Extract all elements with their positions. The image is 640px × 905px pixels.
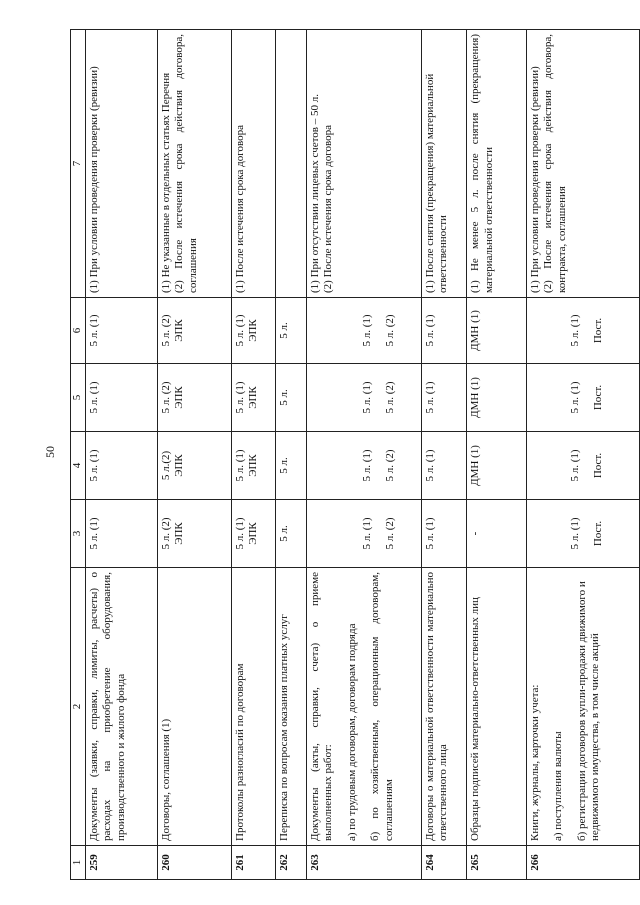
retention-cell: ДМН (1): [467, 364, 527, 432]
epk-mark: ЭПК: [247, 386, 260, 409]
retention-cell: 5 л.: [276, 298, 307, 364]
retention-period: 5 л. (1): [568, 449, 581, 482]
retention-cell: [231, 432, 275, 500]
retention-period: 5 л.(2): [159, 450, 172, 481]
retention-period: Пост.: [592, 317, 605, 344]
retention-cell: -: [467, 500, 527, 568]
retention-cell: [231, 500, 275, 568]
group-heading: Книги, журналы, карточки учета:: [528, 684, 541, 841]
column-header: 6: [71, 298, 86, 364]
retention-period: Пост.: [592, 452, 605, 479]
column-header: 4: [71, 432, 86, 500]
note-cell: (1) При условии проведения проверки (ревизии): [86, 30, 158, 298]
retention-period: 5 л. (1): [360, 381, 373, 414]
retention-period: 5 л. (2): [159, 517, 172, 550]
retention-cell: [306, 298, 421, 364]
retention-period: 5 л. (1): [360, 517, 373, 550]
document-type: Протоколы разногласий по договорам: [231, 568, 275, 846]
sub-item: б) по хозяйственным, операционным договорам, соглашениям: [369, 572, 395, 841]
article-number: 262: [276, 846, 307, 880]
group-heading: Документы (акты, справки, счета) о приеме выполненных работ:: [308, 572, 335, 841]
retention-period: 5 л. (1): [233, 449, 246, 482]
epk-mark: ЭПК: [247, 454, 260, 477]
column-header: 5: [71, 364, 86, 432]
table-row: [422, 30, 467, 880]
note-line: (1) При отсутствии лицевых счетов – 50 л.: [308, 94, 321, 293]
document-type: Документы (заявки, справки, лимиты, расчеты) о расходах на приобретение оборудования, производственного и жилого фонда: [86, 568, 158, 846]
article-number: 260: [157, 846, 231, 880]
note-cell: (1) После истечения срока договора: [231, 30, 275, 298]
retention-cell: [526, 432, 639, 500]
note-cell: [276, 30, 307, 298]
column-header-row: [71, 30, 86, 880]
epk-mark: ЭПК: [173, 319, 186, 342]
retention-period: 5 л. (1): [568, 517, 581, 550]
note-cell: [306, 30, 421, 298]
rotated-table-container: [70, 30, 640, 880]
table-row: [467, 30, 527, 880]
retention-periods-table: [70, 29, 640, 880]
document-type: [526, 568, 639, 846]
retention-cell: 5 л. (1): [422, 298, 467, 364]
retention-period: Пост.: [592, 520, 605, 547]
table-row: [86, 30, 158, 880]
retention-cell: 5 л. (1): [86, 500, 158, 568]
sub-item: б) регистрации договоров купли-продажи движимого и недвижимого имущества, в том числе акций: [575, 581, 602, 841]
retention-cell: 5 л.: [276, 500, 307, 568]
note-cell: (1) Не менее 5 л. после снятия (прекращения) материальной ответственности: [467, 30, 527, 298]
retention-period: 5 л. (2): [159, 381, 172, 414]
retention-cell: [231, 364, 275, 432]
retention-cell: ДМН (1): [467, 432, 527, 500]
table-row: [306, 30, 421, 880]
retention-cell: [526, 298, 639, 364]
article-number: 266: [526, 846, 639, 880]
table-row: [231, 30, 275, 880]
retention-cell: 5 л.: [276, 432, 307, 500]
table-row: [276, 30, 307, 880]
epk-mark: ЭПК: [247, 319, 260, 342]
retention-cell: 5 л. (1): [86, 432, 158, 500]
retention-cell: [526, 364, 639, 432]
retention-period: 5 л. (2): [384, 449, 397, 482]
retention-cell: [306, 500, 421, 568]
retention-cell: 5 л. (1): [422, 432, 467, 500]
retention-cell: 5 л. (1): [422, 500, 467, 568]
retention-period: 5 л. (2): [159, 314, 172, 347]
retention-cell: [157, 298, 231, 364]
document-type: Образцы подписей материально-ответственных лиц: [467, 568, 527, 846]
note-line: (1) При условии проведения проверки (ревизии): [528, 66, 541, 293]
retention-period: 5 л. (1): [360, 449, 373, 482]
article-number: 261: [231, 846, 275, 880]
note-cell: [526, 30, 639, 298]
retention-period: 5 л. (1): [233, 381, 246, 414]
column-header: 1: [71, 846, 86, 880]
retention-cell: [306, 432, 421, 500]
article-number: 264: [422, 846, 467, 880]
retention-period: Пост.: [592, 384, 605, 411]
retention-period: 5 л. (1): [360, 314, 373, 347]
retention-period: 5 л. (1): [568, 314, 581, 347]
epk-mark: ЭПК: [173, 386, 186, 409]
retention-cell: [157, 500, 231, 568]
retention-period: 5 л. (1): [568, 381, 581, 414]
retention-cell: 5 л. (1): [422, 364, 467, 432]
sub-item: а) по трудовым договорам, договорам подряда: [345, 623, 358, 841]
article-number: 263: [306, 846, 421, 880]
retention-period: 5 л. (1): [233, 314, 246, 347]
document-type: Договоры, соглашения (1): [157, 568, 231, 846]
retention-period: 5 л. (2): [384, 381, 397, 414]
retention-cell: 5 л. (1): [86, 364, 158, 432]
retention-cell: [231, 298, 275, 364]
epk-mark: ЭПК: [247, 522, 260, 545]
note-line: (2) После истечения срока договора: [322, 124, 335, 293]
retention-cell: 5 л. (1): [86, 298, 158, 364]
retention-period: 5 л. (2): [384, 517, 397, 550]
article-number: 265: [467, 846, 527, 880]
document-type: Переписка по вопросам оказания платных услуг: [276, 568, 307, 846]
column-header: 3: [71, 500, 86, 568]
sub-item: а) поступления валюты: [552, 731, 565, 841]
retention-cell: [526, 500, 639, 568]
note-line: (1) Не указанные в отдельных статьях Перечня: [159, 72, 172, 293]
retention-period: 5 л. (2): [384, 314, 397, 347]
retention-period: 5 л. (1): [233, 517, 246, 550]
table-row: [526, 30, 639, 880]
note-cell: [157, 30, 231, 298]
document-type: [306, 568, 421, 846]
article-number: 259: [86, 846, 158, 880]
retention-cell: [157, 432, 231, 500]
retention-cell: ДМН (1): [467, 298, 527, 364]
column-header: 2: [71, 568, 86, 846]
page-number: 50: [43, 446, 57, 458]
column-header: 7: [71, 30, 86, 298]
retention-cell: [306, 364, 421, 432]
note-line: (2) После истечения срока действия договора, контракта, соглашения: [542, 34, 568, 293]
note-line: (2) После истечения срока действия договора, соглашения: [173, 34, 199, 293]
note-cell: (1) После снятия (прекращения) материальной ответственности: [422, 30, 467, 298]
retention-cell: [157, 364, 231, 432]
retention-cell: 5 л.: [276, 364, 307, 432]
epk-mark: ЭПК: [173, 454, 186, 477]
table-row: [157, 30, 231, 880]
epk-mark: ЭПК: [173, 522, 186, 545]
document-type: Договоры о материальной ответственности материально ответственного лица: [422, 568, 467, 846]
